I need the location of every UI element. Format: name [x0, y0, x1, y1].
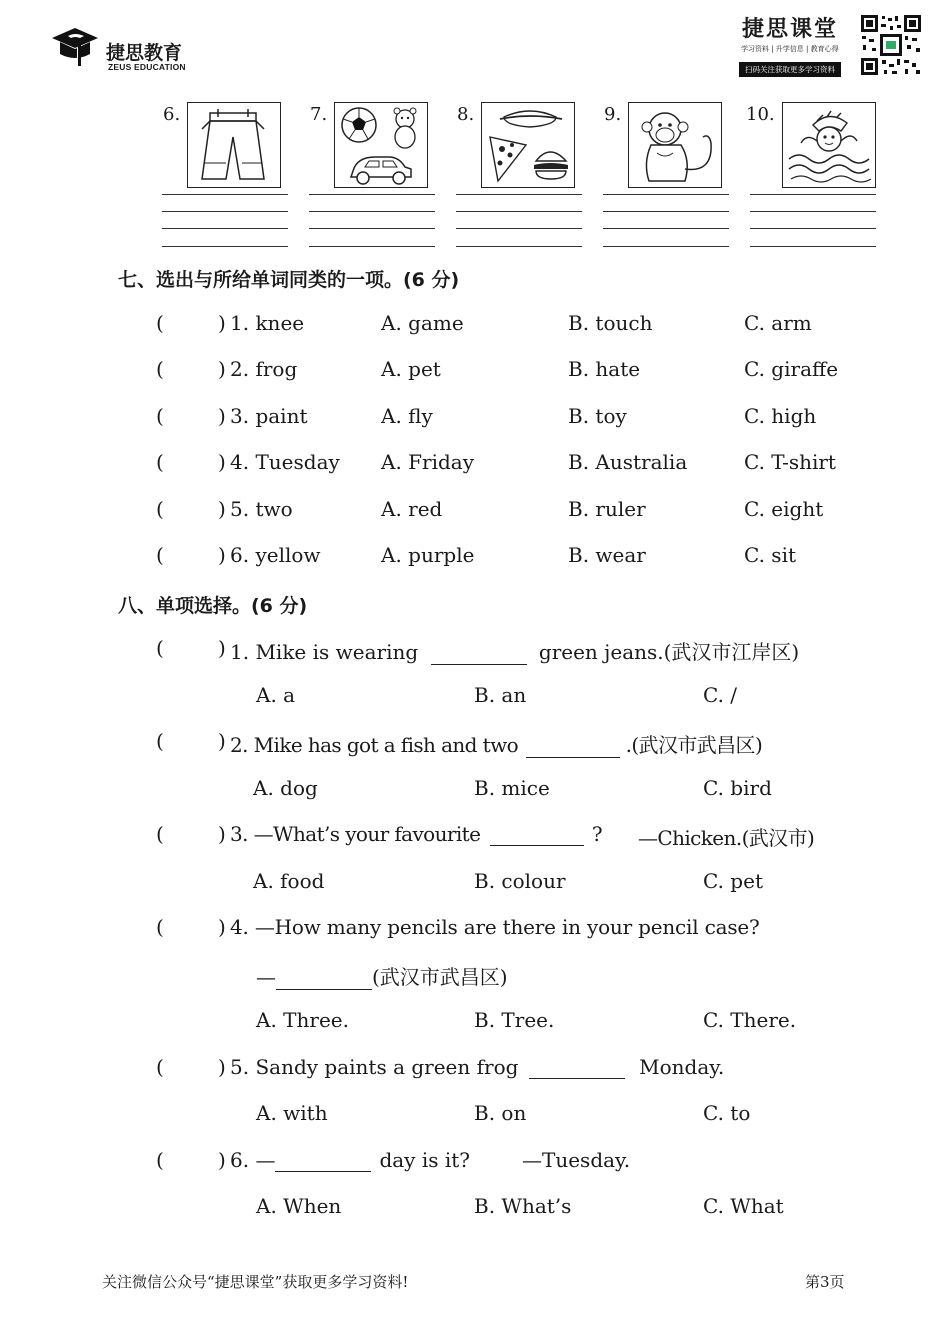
- picture-number: 7.: [310, 104, 328, 125]
- answer-paren-close[interactable]: ): [218, 404, 226, 428]
- picture-frame: [187, 102, 281, 188]
- answer-text: —Tuesday.: [522, 1148, 631, 1172]
- answer-paren-open[interactable]: (: [156, 404, 164, 428]
- answer-paren-open[interactable]: (: [156, 497, 164, 521]
- question-text: day is it?: [379, 1148, 471, 1172]
- question-stem: 6. yellow: [230, 543, 321, 567]
- answer-paren-close[interactable]: ): [218, 822, 226, 846]
- section-7-title: 七、选出与所给单词同类的一项。(6 分): [118, 269, 460, 291]
- answer-paren-close[interactable]: ): [218, 1148, 226, 1172]
- picture-number: 9.: [604, 104, 622, 125]
- picture-number: 6.: [163, 104, 181, 125]
- option-c[interactable]: C. bird: [703, 776, 772, 800]
- answer-paren-close[interactable]: ): [218, 357, 226, 381]
- question-text: .(武汉市武昌区): [625, 733, 763, 757]
- logo-en: ZEUS EDUCATION: [108, 62, 186, 72]
- question-text: ?: [591, 822, 602, 846]
- option-b[interactable]: B. touch: [568, 311, 653, 335]
- answer-blank[interactable]: [490, 823, 584, 846]
- question-stem: 2. frog: [230, 357, 298, 381]
- option-b[interactable]: B. hate: [568, 357, 641, 381]
- option-b[interactable]: B. mice: [474, 776, 550, 800]
- option-a[interactable]: A. pet: [381, 357, 441, 381]
- option-a[interactable]: A. game: [381, 311, 464, 335]
- question-text: 4. —How many pencils are there in your pencil case?: [230, 915, 760, 939]
- option-a[interactable]: A. purple: [381, 543, 475, 567]
- question-text: (武汉市武昌区): [372, 965, 508, 989]
- option-a[interactable]: A. When: [256, 1194, 342, 1218]
- answer-paren-open[interactable]: (: [156, 450, 164, 474]
- option-a[interactable]: A. a: [256, 683, 296, 707]
- option-c[interactable]: C. high: [744, 404, 817, 428]
- option-a[interactable]: A. Friday: [381, 450, 475, 474]
- jeans-icon: [188, 103, 280, 187]
- option-b[interactable]: B. Tree.: [474, 1008, 555, 1032]
- writing-lines[interactable]: [456, 192, 582, 252]
- picture-number: 8.: [457, 104, 475, 125]
- section-8-title: 八、单项选择。(6 分): [118, 595, 308, 617]
- answer-paren-close[interactable]: ): [218, 636, 226, 660]
- answer-paren-close[interactable]: ): [218, 450, 226, 474]
- answer-paren-open[interactable]: (: [156, 915, 164, 939]
- picture-frame: [628, 102, 722, 188]
- option-a[interactable]: A. red: [381, 497, 443, 521]
- answer-paren-close[interactable]: ): [218, 915, 226, 939]
- answer-paren-open[interactable]: (: [156, 729, 164, 753]
- question-text: green jeans.(武汉市江岸区): [538, 640, 800, 664]
- option-b[interactable]: B. toy: [568, 404, 627, 428]
- question-text: 3. —What’s your favourite: [230, 822, 481, 846]
- picture-frame: [782, 102, 876, 188]
- option-c[interactable]: C. What: [703, 1194, 784, 1218]
- question-text: 6. —: [230, 1148, 276, 1172]
- option-a[interactable]: A. fly: [381, 404, 433, 428]
- footer-note: 关注微信公众号“捷思课堂”获取更多学习资料!: [102, 1273, 409, 1291]
- answer-paren-open[interactable]: (: [156, 822, 164, 846]
- option-b[interactable]: B. on: [474, 1101, 527, 1125]
- header-logo: [50, 22, 210, 78]
- question-stem: 1. knee: [230, 311, 305, 335]
- picture-number: 10.: [746, 104, 775, 125]
- question-stem: 5. two: [230, 497, 293, 521]
- swimming-icon: [783, 103, 875, 187]
- answer-paren-close[interactable]: ): [218, 311, 226, 335]
- option-b[interactable]: B. colour: [474, 869, 566, 893]
- page-number: 第3页: [805, 1273, 845, 1291]
- answer-text: —Chicken.(武汉市): [638, 826, 815, 850]
- question-stem: 3. paint: [230, 404, 308, 428]
- answer-paren-open[interactable]: (: [156, 311, 164, 335]
- picture-frame: [481, 102, 575, 188]
- option-b[interactable]: B. an: [474, 683, 527, 707]
- question-text: 5. Sandy paints a green frog: [230, 1055, 519, 1079]
- option-c[interactable]: C. pet: [703, 869, 763, 893]
- option-b[interactable]: B. ruler: [568, 497, 646, 521]
- answer-blank[interactable]: [431, 642, 527, 665]
- option-b[interactable]: B. What’s: [474, 1194, 572, 1218]
- logo-cn: 捷思教育: [106, 42, 183, 64]
- answer-dash: —: [256, 965, 276, 989]
- answer-paren-open[interactable]: (: [156, 1055, 164, 1079]
- option-b[interactable]: B. wear: [568, 543, 646, 567]
- option-c[interactable]: C. giraffe: [744, 357, 839, 381]
- question-text: 1. Mike is wearing: [230, 640, 419, 664]
- option-c[interactable]: C. /: [703, 683, 738, 707]
- option-c[interactable]: C. arm: [744, 311, 812, 335]
- option-a[interactable]: A. Three.: [256, 1008, 349, 1032]
- picture-frame: [334, 102, 428, 188]
- answer-blank[interactable]: [275, 1149, 371, 1172]
- question-text: 2. Mike has got a fish and two: [230, 733, 519, 757]
- answer-paren-close[interactable]: ): [218, 729, 226, 753]
- answer-paren-close[interactable]: ): [218, 543, 226, 567]
- writing-lines[interactable]: [603, 192, 729, 252]
- question-text: Monday.: [639, 1055, 725, 1079]
- answer-blank[interactable]: [276, 967, 372, 990]
- brand-title: 捷思课堂: [742, 16, 839, 42]
- option-a[interactable]: A. with: [256, 1101, 328, 1125]
- answer-paren-open[interactable]: (: [156, 543, 164, 567]
- answer-blank[interactable]: [526, 735, 620, 758]
- qr-code-icon[interactable]: [860, 14, 922, 76]
- food-icon: [482, 103, 574, 187]
- answer-paren-close[interactable]: ): [218, 497, 226, 521]
- answer-paren-open[interactable]: (: [156, 357, 164, 381]
- answer-paren-open[interactable]: (: [156, 636, 164, 660]
- answer-paren-close[interactable]: ): [218, 1055, 226, 1079]
- monkey-icon: [629, 103, 721, 187]
- option-a[interactable]: A. dog: [253, 776, 318, 800]
- writing-lines[interactable]: [309, 192, 435, 252]
- option-c[interactable]: C. eight: [744, 497, 824, 521]
- option-a[interactable]: A. food: [253, 869, 325, 893]
- brand-tags: 学习资料 | 升学信息 | 教育心得: [741, 45, 839, 53]
- option-c[interactable]: C. T-shirt: [744, 450, 836, 474]
- graduation-cap-icon: [50, 24, 100, 72]
- answer-paren-open[interactable]: (: [156, 1148, 164, 1172]
- writing-lines[interactable]: [750, 192, 876, 252]
- toys-icon: [335, 103, 427, 187]
- option-c[interactable]: C. sit: [744, 543, 797, 567]
- option-b[interactable]: B. Australia: [568, 450, 688, 474]
- option-c[interactable]: C. to: [703, 1101, 751, 1125]
- writing-lines[interactable]: [162, 192, 288, 252]
- answer-blank[interactable]: [529, 1056, 625, 1079]
- option-c[interactable]: C. There.: [703, 1008, 797, 1032]
- brand-bar: 扫码关注获取更多学习资料: [739, 62, 841, 77]
- question-stem: 4. Tuesday: [230, 450, 340, 474]
